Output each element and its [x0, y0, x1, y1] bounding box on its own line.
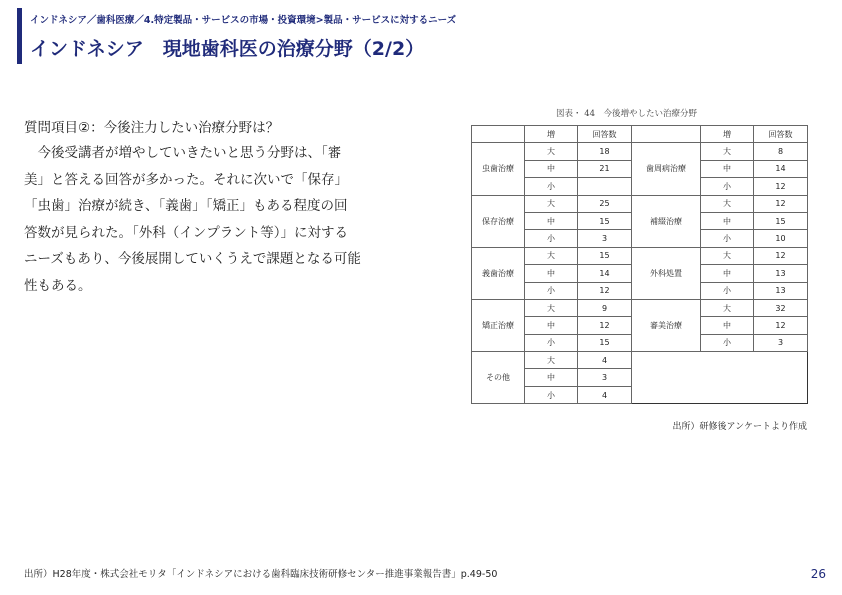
level-cell: 中: [525, 317, 578, 334]
count-cell: 10: [754, 230, 808, 247]
level-cell: 中: [525, 160, 578, 177]
count-cell: 13: [754, 282, 808, 299]
level-cell: 大: [701, 247, 754, 264]
category-cell: 外科処置: [632, 247, 701, 299]
header-cell: [632, 126, 701, 143]
level-cell: 中: [525, 265, 578, 282]
count-cell: 3: [578, 230, 632, 247]
level-cell: 小: [525, 282, 578, 299]
treatment-areas-table: [471, 125, 808, 404]
count-cell: 15: [578, 247, 632, 264]
count-cell: 3: [754, 334, 808, 351]
count-cell: 15: [578, 212, 632, 229]
empty-cell: [632, 352, 808, 404]
level-cell: 小: [701, 230, 754, 247]
page-title: インドネシア 現地歯科医の治療分野（2/2）: [30, 38, 425, 60]
count-cell: 3: [578, 369, 632, 386]
table-row: [472, 143, 808, 160]
category-cell: 審美治療: [632, 299, 701, 351]
level-cell: 大: [525, 247, 578, 264]
body-line: 答数が見られた。「外科（インプラント等）」に対する: [24, 224, 348, 241]
count-cell: 13: [754, 265, 808, 282]
count-cell: 15: [754, 212, 808, 229]
table-row: [472, 299, 808, 316]
count-cell: 12: [754, 247, 808, 264]
category-cell: 補綴治療: [632, 195, 701, 247]
level-cell: 大: [701, 195, 754, 212]
count-cell: 12: [754, 178, 808, 195]
table-row: [472, 247, 808, 264]
count-cell: 15: [578, 334, 632, 351]
body-paragraph: [24, 140, 409, 299]
header-cell: 増: [701, 126, 754, 143]
count-cell: 12: [754, 317, 808, 334]
category-cell: 義歯治療: [472, 247, 525, 299]
category-cell: 虫歯治療: [472, 143, 525, 195]
level-cell: 大: [525, 299, 578, 316]
count-cell: 32: [754, 299, 808, 316]
category-cell: その他: [472, 352, 525, 404]
level-cell: 小: [525, 178, 578, 195]
count-cell: 18: [578, 143, 632, 160]
header-cell: 回答数: [754, 126, 808, 143]
count-cell: 14: [754, 160, 808, 177]
count-cell: 14: [578, 265, 632, 282]
level-cell: 小: [525, 334, 578, 351]
level-cell: 小: [525, 386, 578, 403]
level-cell: 小: [701, 178, 754, 195]
header-cell: 増: [525, 126, 578, 143]
count-cell: 12: [754, 195, 808, 212]
count-cell: 21: [578, 160, 632, 177]
body-line: ニーズもあり、今後展開していくうえで課題となる可能: [24, 251, 361, 267]
body-line: 「虫歯」治療が続き、「義歯」「矯正」もある程度の回: [24, 198, 348, 214]
count-cell: 9: [578, 299, 632, 316]
category-cell: 歯周病治療: [632, 143, 701, 195]
title-accent-bar: [17, 8, 22, 64]
level-cell: 中: [701, 265, 754, 282]
table-header-row: [472, 126, 808, 143]
table-row: [472, 195, 808, 212]
level-cell: 中: [525, 212, 578, 229]
level-cell: 小: [701, 334, 754, 351]
count-cell: 8: [754, 143, 808, 160]
count-cell: 12: [578, 317, 632, 334]
level-cell: 中: [701, 160, 754, 177]
footer-source: 出所）H28年度・株式会社モリタ「インドネシアにおける歯科臨床技術研修センター推進事業報告書」p.49-50: [24, 569, 498, 580]
level-cell: 大: [525, 195, 578, 212]
level-cell: 中: [701, 317, 754, 334]
breadcrumb: インドネシア／歯科医療／4.特定製品・サービスの市場・投資環境>製品・サービスに対するニーズ: [30, 15, 457, 26]
level-cell: 大: [525, 143, 578, 160]
header-cell: [472, 126, 525, 143]
level-cell: 大: [525, 352, 578, 369]
page-number: 26: [810, 567, 826, 581]
level-cell: 中: [525, 369, 578, 386]
count-cell: 4: [578, 352, 632, 369]
table-caption: 図表・ 44 今後増やしたい治療分野: [556, 109, 698, 119]
category-cell: 矯正治療: [472, 299, 525, 351]
level-cell: 小: [525, 230, 578, 247]
count-cell: 12: [578, 282, 632, 299]
count-cell: [578, 178, 632, 195]
level-cell: 中: [701, 212, 754, 229]
table-row: [472, 352, 808, 369]
header-cell: 回答数: [578, 126, 632, 143]
category-cell: 保存治療: [472, 195, 525, 247]
body-line: 今後受講者が増やしていきたいと思う分野は、「審: [24, 145, 342, 161]
count-cell: 25: [578, 195, 632, 212]
level-cell: 小: [701, 282, 754, 299]
body-line: 性もある。: [24, 277, 92, 294]
body-line: 美」と答える回答が多かった。それに次いで「保存」: [24, 171, 348, 188]
table-source-note: 出所）研修後アンケートより作成: [672, 422, 807, 432]
level-cell: 大: [701, 143, 754, 160]
count-cell: 4: [578, 386, 632, 403]
question-heading: 質問項目②：今後注力したい治療分野は？: [24, 120, 280, 136]
level-cell: 大: [701, 299, 754, 316]
